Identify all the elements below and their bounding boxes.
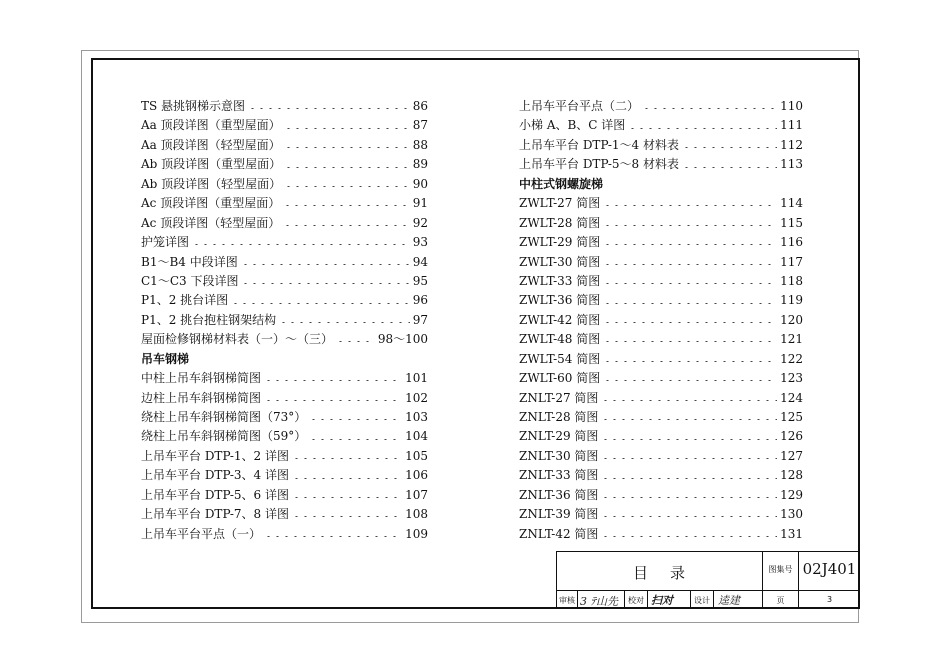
dot-leader — [601, 458, 777, 459]
review-label: 审核 — [559, 596, 575, 605]
toc-page-number: 127 — [780, 448, 803, 463]
dot-leader — [601, 478, 777, 479]
toc-page-number: 97 — [412, 312, 428, 327]
dot-leader — [309, 439, 402, 440]
toc-page-number: 119 — [780, 293, 803, 308]
toc-entry-title: ZWLT-42 简图 — [519, 312, 601, 327]
toc-entry-title: 绕柱上吊车斜钢梯简图（59°） — [141, 429, 307, 444]
dot-leader — [601, 497, 777, 498]
dot-leader — [603, 341, 777, 342]
toc-entry-title: 绕柱上吊车斜钢梯简图（73°） — [141, 410, 307, 424]
toc-entry — [519, 466, 803, 485]
toc-entry-title: ZWLT-33 简图 — [519, 273, 601, 288]
dot-leader — [283, 225, 410, 226]
dot-leader — [283, 205, 410, 206]
dot-leader — [292, 497, 402, 498]
toc-page-number: 110 — [780, 99, 803, 113]
toc-entry-title: C1～C3 下段详图 — [141, 273, 239, 288]
toc-entry-title: 边柱上吊车斜钢梯简图 — [141, 390, 262, 405]
toc-entry-title: Aa 顶段详图（轻型屋面） — [141, 137, 281, 152]
toc-entry — [141, 175, 428, 194]
toc-entry-title: ZNLT-29 简图 — [519, 429, 599, 444]
toc-entry-title: Ac 顶段详图（轻型屋面） — [141, 215, 281, 230]
toc-entry — [141, 427, 428, 446]
dot-leader — [264, 380, 402, 381]
toc-entry-title: ZNLT-36 简图 — [519, 487, 599, 502]
toc-entry-title: 上吊车平台平点（二） — [519, 99, 640, 113]
toc-page-number: 129 — [780, 487, 803, 502]
toc-entry-title: 上吊车平台 DTP-3、4 详图 — [141, 468, 289, 483]
toc-entry-title: 中柱式钢螺旋梯 — [519, 176, 604, 191]
toc-entry-title: Ab 顶段详图（重型屋面） — [141, 157, 282, 172]
toc-page-number: 91 — [412, 196, 428, 211]
toc-entry — [141, 253, 428, 272]
toc-page-number: 118 — [780, 273, 803, 288]
toc-page-number: 116 — [780, 235, 803, 250]
toc-page-number: 103 — [405, 410, 428, 424]
toc-entry-title: 屋面检修钢梯材料表（一）～（三） — [141, 332, 334, 347]
toc-entry — [519, 214, 803, 233]
toc-entry-title: 上吊车平台 DTP-5、6 详图 — [141, 487, 289, 502]
toc-entry — [141, 525, 428, 544]
dot-leader — [601, 536, 777, 537]
title-block-title: 目录 — [632, 563, 707, 582]
toc-entry-title: ZNLT-42 简图 — [519, 526, 599, 541]
toc-section-heading — [519, 175, 803, 194]
toc-left-column — [141, 97, 428, 544]
dot-leader — [292, 516, 402, 517]
toc-entry-title: 上吊车平台平点（一） — [141, 526, 262, 541]
toc-entry-title: ZWLT-28 简图 — [519, 215, 601, 230]
check-signature: 扫对 — [651, 594, 673, 607]
toc-page-number: 101 — [405, 371, 428, 386]
dot-leader — [248, 108, 410, 109]
toc-entry — [141, 389, 428, 408]
toc-entry — [519, 272, 803, 291]
toc-page-number: 93 — [412, 235, 428, 250]
toc-entry-title: ZWLT-29 简图 — [519, 235, 601, 250]
toc-entry-title: Ab 顶段详图（轻型屋面） — [141, 176, 282, 191]
toc-page-number: 128 — [780, 468, 803, 483]
toc-entry — [519, 486, 803, 505]
dot-leader — [603, 283, 777, 284]
toc-entry-title: 中柱上吊车斜钢梯简图 — [141, 371, 262, 386]
toc-entry — [141, 136, 428, 155]
review-signature: 3 ﾃ山先 — [580, 595, 618, 608]
toc-entry-title: 护笼详图 — [141, 235, 190, 250]
toc-entry-title: Ac 顶段详图（重型屋面） — [141, 196, 281, 211]
toc-page-number: 124 — [780, 390, 803, 405]
toc-page-number: 98～100 — [377, 332, 428, 347]
toc-entry-title: ZWLT-60 简图 — [519, 371, 601, 386]
dot-leader — [336, 341, 375, 342]
toc-entry — [141, 291, 428, 310]
toc-entry — [141, 505, 428, 524]
atlas-number: 02J401 — [802, 560, 857, 578]
toc-page-number: 89 — [412, 157, 428, 172]
toc-page-number: 108 — [405, 507, 428, 522]
design-signature: 逵建 — [718, 594, 740, 607]
toc-entry-title: 上吊车平台 DTP-1～4 材料表 — [519, 137, 679, 152]
toc-entry — [519, 116, 803, 135]
dot-leader — [603, 303, 777, 304]
toc-page-number: 87 — [412, 118, 428, 133]
dot-leader — [601, 419, 777, 420]
toc-entry-title: P1、2 挑台抱柱钢架结构 — [141, 312, 277, 327]
toc-entry — [519, 155, 803, 174]
toc-entry — [519, 505, 803, 524]
dot-leader — [603, 322, 777, 323]
toc-entry — [519, 525, 803, 544]
toc-entry-title: ZNLT-33 简图 — [519, 468, 599, 483]
toc-page-number: 102 — [405, 390, 428, 405]
toc-page-number: 88 — [412, 137, 428, 152]
dot-leader — [284, 128, 410, 129]
toc-page-number: 117 — [780, 254, 803, 269]
atlas-number-label: 图集号 — [768, 565, 793, 574]
toc-entry-title: 上吊车平台 DTP-7、8 详图 — [141, 507, 289, 522]
toc-entry — [141, 97, 428, 116]
dot-leader — [284, 186, 410, 187]
toc-entry-title: 上吊车平台 DTP-1、2 详图 — [141, 448, 289, 463]
page-number: 3 — [826, 595, 833, 604]
toc-entry — [141, 369, 428, 388]
dot-leader — [284, 147, 410, 148]
toc-entry — [519, 253, 803, 272]
toc-entry — [141, 486, 428, 505]
toc-entry-title: Aa 顶段详图（重型屋面） — [141, 118, 281, 133]
toc-page-number: 94 — [412, 254, 428, 269]
dot-leader — [264, 400, 402, 401]
toc-entry-title: TS 悬挑钢梯示意图 — [141, 99, 246, 113]
toc-entry — [519, 330, 803, 349]
toc-page-number: 130 — [780, 507, 803, 522]
toc-entry-title: 小梯 A、B、C 详图 — [519, 118, 626, 133]
toc-page-number: 107 — [405, 487, 428, 502]
toc-entry — [141, 116, 428, 135]
toc-entry-title: ZNLT-28 简图 — [519, 410, 599, 424]
toc-entry-title: P1、2 挑台详图 — [141, 293, 229, 308]
toc-page-number: 106 — [405, 468, 428, 483]
toc-entry — [141, 233, 428, 252]
toc-entry-title: ZWLT-54 简图 — [519, 351, 601, 366]
toc-entry — [519, 291, 803, 310]
toc-entry — [141, 311, 428, 330]
toc-page-number: 105 — [405, 448, 428, 463]
toc-entry — [141, 214, 428, 233]
toc-entry — [519, 97, 803, 116]
dot-leader — [601, 400, 777, 401]
toc-entry-title: ZNLT-39 简图 — [519, 507, 599, 522]
toc-right-column — [519, 97, 803, 544]
toc-entry-title: ZNLT-30 简图 — [519, 448, 599, 463]
toc-page-number: 126 — [780, 429, 803, 444]
dot-leader — [292, 458, 402, 459]
dot-leader — [241, 283, 409, 284]
toc-entry — [519, 389, 803, 408]
dot-leader — [601, 439, 777, 440]
dot-leader — [284, 167, 410, 168]
toc-entry — [141, 408, 428, 427]
toc-entry-title: 上吊车平台 DTP-5～8 材料表 — [519, 157, 679, 172]
toc-page-number: 92 — [412, 215, 428, 230]
toc-page-number: 112 — [780, 137, 803, 152]
toc-entry — [141, 466, 428, 485]
toc-page-number: 131 — [780, 526, 803, 541]
dot-leader — [309, 419, 402, 420]
toc-entry-title: ZWLT-36 简图 — [519, 293, 601, 308]
toc-page-number: 121 — [780, 332, 803, 347]
toc-page-number: 122 — [780, 351, 803, 366]
toc-page-number: 90 — [412, 176, 428, 191]
toc-page-number: 104 — [405, 429, 428, 444]
dot-leader — [192, 244, 410, 245]
toc-entry-title: ZNLT-27 简图 — [519, 390, 599, 405]
dot-leader — [292, 478, 402, 479]
toc-entry-title: B1～B4 中段详图 — [141, 254, 238, 269]
toc-entry — [141, 447, 428, 466]
dot-leader — [603, 244, 777, 245]
toc-page-number: 120 — [780, 312, 803, 327]
check-label: 校对 — [628, 596, 644, 605]
toc-page-number: 115 — [780, 215, 803, 230]
toc-entry-title: ZWLT-27 简图 — [519, 196, 601, 211]
toc-entry-title: ZWLT-30 简图 — [519, 254, 601, 269]
dot-leader — [279, 322, 410, 323]
dot-leader — [682, 147, 777, 148]
toc-entry — [519, 194, 803, 213]
toc-entry — [519, 233, 803, 252]
dot-leader — [264, 536, 402, 537]
page-label: 页 — [776, 596, 785, 605]
dot-leader — [603, 225, 777, 226]
dot-leader — [603, 264, 777, 265]
toc-entry-title: 吊车钢梯 — [141, 351, 190, 366]
dot-leader — [682, 167, 777, 168]
toc-page-number: 96 — [412, 293, 428, 308]
toc-entry-title: ZWLT-48 简图 — [519, 332, 601, 347]
dot-leader — [603, 205, 777, 206]
toc-entry — [141, 272, 428, 291]
toc-entry — [519, 427, 803, 446]
toc-entry — [141, 155, 428, 174]
dot-leader — [628, 128, 777, 129]
design-label: 设计 — [694, 596, 710, 605]
toc-page-number: 123 — [780, 371, 803, 386]
toc-page-number: 111 — [780, 118, 803, 133]
toc-entry — [141, 330, 428, 349]
toc-section-heading — [141, 350, 428, 369]
dot-leader — [603, 361, 777, 362]
toc-page-number: 95 — [412, 273, 428, 288]
toc-entry — [519, 369, 803, 388]
toc-entry — [141, 194, 428, 213]
dot-leader — [241, 264, 410, 265]
dot-leader — [601, 516, 777, 517]
toc-entry — [519, 447, 803, 466]
toc-entry — [519, 408, 803, 427]
toc-page-number: 125 — [780, 410, 803, 424]
toc-entry — [519, 136, 803, 155]
dot-leader — [603, 380, 777, 381]
toc-entry — [519, 350, 803, 369]
toc-page-number: 113 — [780, 157, 803, 172]
dot-leader — [231, 303, 410, 304]
toc-page-number: 114 — [780, 196, 803, 211]
dot-leader — [642, 108, 777, 109]
toc-page-number: 109 — [405, 526, 428, 541]
toc-entry — [519, 311, 803, 330]
toc-page-number: 86 — [412, 99, 428, 113]
